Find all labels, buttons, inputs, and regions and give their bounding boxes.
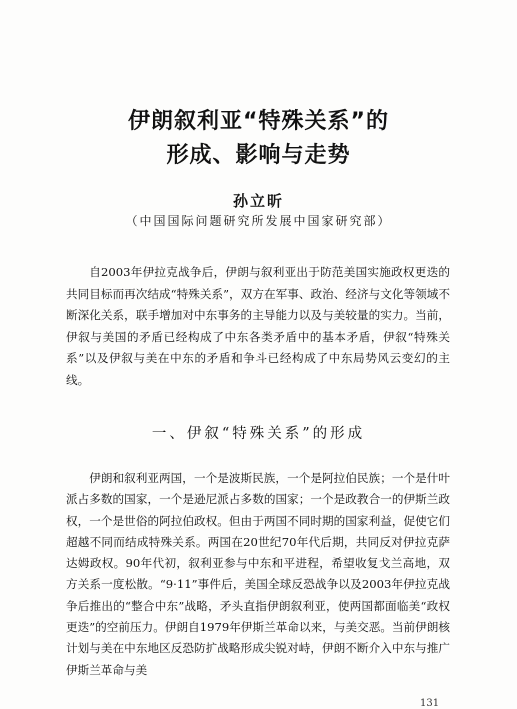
abstract-paragraph: 自2003年伊拉克战争后，伊朗与叙利亚出于防范美国实施政权更迭的共同目标而再次结成“特殊关系”，双方在军事、政治、经济与文化等领域不断深化关系，联手增加对中东事务的主导能力以及与美较量的实力。当前，伊叙与美国的矛盾已经构成了中东各类矛盾中的基本矛盾，伊叙“特殊关系”以及伊叙与美在中东的矛盾和争斗已经构成了中东局势风云变幻的主线。: [66, 265, 450, 387]
page-number: 131: [420, 698, 440, 709]
author-affiliation: （中国国际问题研究所发展中国家研究部）: [125, 214, 392, 228]
article-title-line-2: 形成、影响与走势: [166, 143, 351, 168]
author-name: 孙立昕: [232, 192, 284, 210]
section-heading: 一、伊叙“特殊关系”的形成: [151, 426, 366, 442]
body-paragraph: 伊朗和叙利亚两国，一个是波斯民族，一个是阿拉伯民族；一个是什叶派占多数的国家，一个是逊尼派占多数的国家；一个是政教合一的伊斯兰政权，一个是世俗的阿拉伯政权。但由于两国不同时期的国家利益，促使它们超越不同而结成特殊关系。两国在20世纪70年代后期，共同反对伊拉克萨达姆政权。90年代初，叙利亚参与中东和平进程，希望收复戈兰高地，双方关系一度松散。“9·11”事件后，美国全球反恐战争以及2003年伊拉克战争后推出的“整合中东”战略，矛头直指伊朗叙利亚，使两国都面临美“政权更迭”的空前压力。伊朗自1979年伊斯兰革命以来，与美交恶。当前伊朗核计划与美在中东地区反恐防扩战略形成尖锐对峙，伊朗不断介入中东与推广伊斯兰革命与美: [66, 471, 450, 677]
article-title-line-1: 伊朗叙利亚“特殊关系”的: [128, 109, 389, 134]
